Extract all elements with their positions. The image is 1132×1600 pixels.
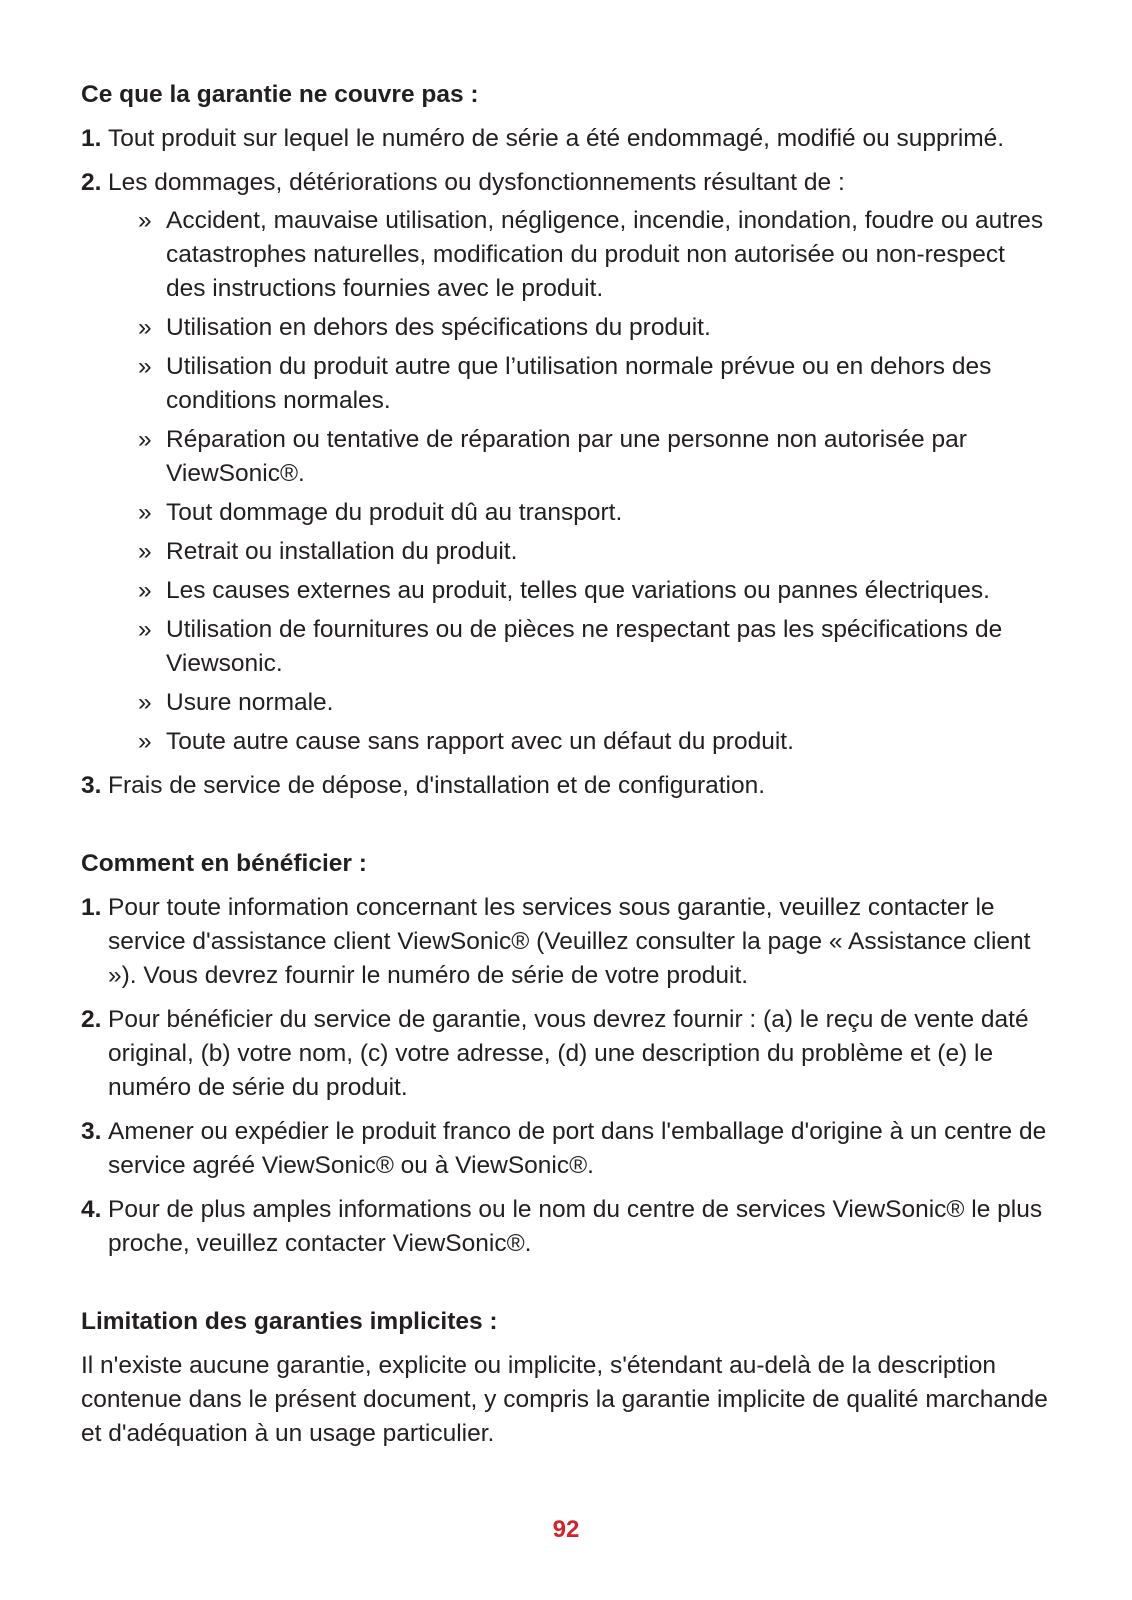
item-number: 3.	[81, 772, 102, 799]
list-item	[81, 769, 1051, 803]
item-number: 2.	[81, 1006, 102, 1033]
item-text: Frais de service de dépose, d'installation et de configuration.	[108, 772, 766, 799]
bullet-icon: »	[138, 577, 152, 604]
list-item	[81, 1193, 1051, 1261]
section-heading-how-to: Comment en bénéficier :	[81, 850, 367, 877]
sub-list-item	[108, 686, 1051, 720]
list-item	[81, 1115, 1051, 1183]
sub-list	[108, 204, 1051, 759]
sub-list-item	[108, 311, 1051, 345]
bullet-icon: »	[138, 538, 152, 565]
how-to-list	[81, 891, 1051, 1261]
sub-list-item	[108, 423, 1051, 491]
item-number: 4.	[81, 1196, 102, 1223]
sub-item-text: Usure normale.	[166, 689, 334, 716]
bullet-icon: »	[138, 616, 152, 643]
bullet-icon: »	[138, 499, 152, 526]
section-spacer	[81, 813, 1051, 847]
limitation-paragraph: Il n'existe aucune garantie, explicite ou implicite, s'étendant au-delà de la description contenue dans le présent document, y compris la garantie implicite de qualité marchande et d'adéquation à un usage particulier.	[81, 1352, 1048, 1447]
item-number: 1.	[81, 125, 102, 152]
item-text: Amener ou expédier le produit franco de port dans l'emballage d'origine à un centre de service agréé ViewSonic® ou à ViewSonic®.	[108, 1118, 1047, 1179]
item-number: 3.	[81, 1118, 102, 1145]
page-number: 92	[552, 1516, 580, 1543]
item-text: Tout produit sur lequel le numéro de série a été endommagé, modifié ou supprimé.	[108, 125, 1005, 152]
item-text: Pour toute information concernant les services sous garantie, veuillez contacter le service d'assistance client ViewSonic® (Veuillez consulter la page « Assistance client »). Vous devrez fournir le numéro de série de votre produit.	[108, 894, 1031, 989]
sub-list-item	[108, 350, 1051, 418]
sub-item-text: Tout dommage du produit dû au transport.	[166, 499, 623, 526]
item-number: 2.	[81, 169, 102, 196]
sub-item-text: Retrait ou installation du produit.	[166, 538, 518, 565]
sub-item-text: Accident, mauvaise utilisation, négligence, incendie, inondation, foudre ou autres catastrophes naturelles, modification du produit non autorisée ou non-respect des instructions fournies avec le produit.	[166, 207, 1044, 302]
bullet-icon: »	[138, 426, 152, 453]
list-item	[81, 122, 1051, 156]
sub-item-text: Utilisation de fournitures ou de pièces ne respectant pas les spécifications de Viewsonic.	[166, 616, 1003, 677]
list-item	[81, 166, 1051, 759]
sub-item-text: Les causes externes au produit, telles que variations ou pannes électriques.	[166, 577, 990, 604]
section-heading-exclusions: Ce que la garantie ne couvre pas :	[81, 81, 479, 108]
list-item	[81, 1003, 1051, 1105]
item-text: Les dommages, détériorations ou dysfonctionnements résultant de :	[108, 169, 845, 196]
sub-list-item	[108, 204, 1051, 306]
bullet-icon: »	[138, 207, 152, 234]
sub-item-text: Toute autre cause sans rapport avec un défaut du produit.	[166, 728, 794, 755]
bullet-icon: »	[138, 689, 152, 716]
exclusions-list	[81, 122, 1051, 803]
document-page	[81, 78, 1051, 1451]
bullet-icon: »	[138, 728, 152, 755]
bullet-icon: »	[138, 314, 152, 341]
section-heading-limitation: Limitation des garanties implicites :	[81, 1308, 498, 1335]
item-text: Pour de plus amples informations ou le nom du centre de services ViewSonic® le plus proche, veuillez contacter ViewSonic®.	[108, 1196, 1043, 1257]
sub-list-item	[108, 613, 1051, 681]
sub-item-text: Utilisation en dehors des spécifications du produit.	[166, 314, 711, 341]
sub-list-item	[108, 725, 1051, 759]
list-item	[81, 891, 1051, 993]
section-spacer	[81, 1271, 1051, 1305]
sub-list-item	[108, 574, 1051, 608]
sub-item-text: Utilisation du produit autre que l’utilisation normale prévue ou en dehors des conditions normales.	[166, 353, 992, 414]
bullet-icon: »	[138, 353, 152, 380]
sub-list-item	[108, 496, 1051, 530]
item-text: Pour bénéficier du service de garantie, vous devrez fournir : (a) le reçu de vente daté original, (b) votre nom, (c) votre adresse, (d) une description du problème et (e) le numéro de série du produit.	[108, 1006, 1029, 1101]
sub-item-text: Réparation ou tentative de réparation par une personne non autorisée par ViewSonic®.	[166, 426, 967, 487]
item-number: 1.	[81, 894, 102, 921]
sub-list-item	[108, 535, 1051, 569]
